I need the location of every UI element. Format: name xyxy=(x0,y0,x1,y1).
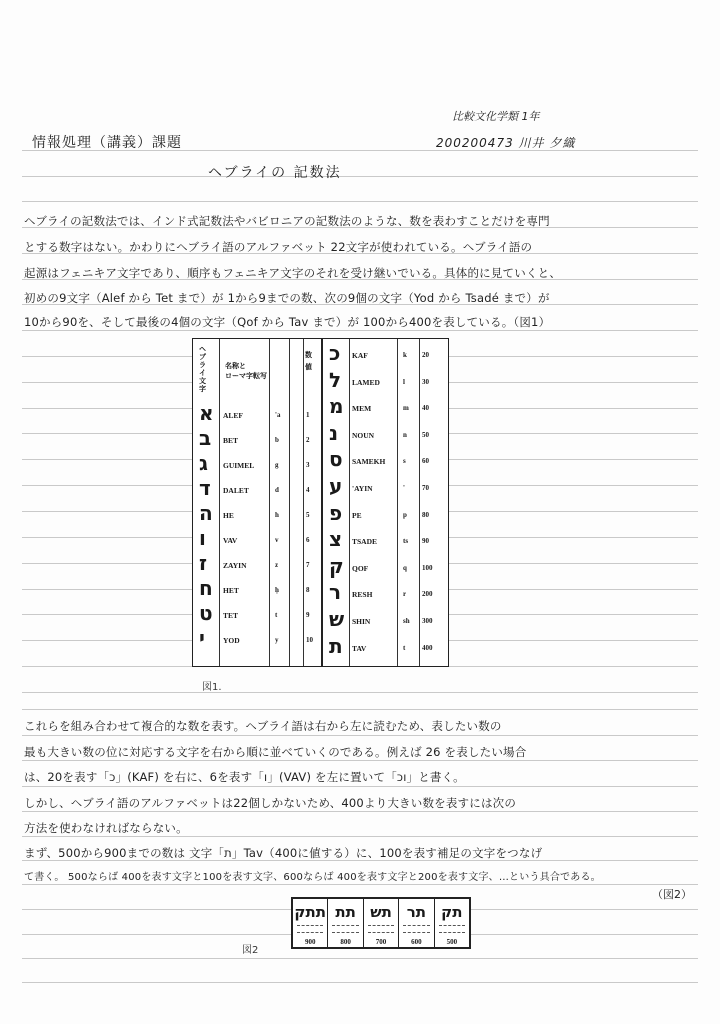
column-divider xyxy=(303,339,304,666)
figure2-cell xyxy=(435,899,469,947)
letter-name: BET xyxy=(223,436,239,445)
letter-value: 2 xyxy=(306,436,310,444)
hebrew-letter: כ xyxy=(329,341,341,365)
ruled-line xyxy=(22,958,698,959)
letter-value: 10 xyxy=(306,636,313,644)
table-left-half xyxy=(193,339,323,666)
column-divider xyxy=(349,339,350,666)
letter-transliteration: 'a xyxy=(275,411,281,419)
letter-name: LAMED xyxy=(352,377,380,387)
letter-transliteration: l xyxy=(403,377,405,386)
letter-transliteration: d xyxy=(275,486,279,494)
ruled-line xyxy=(22,836,698,837)
paragraph1-line: 起源はフェニキア文字であり、順序もフェニキア文字のそれを受け継いでいる。具体的に見ていくと、 xyxy=(24,266,562,280)
letter-transliteration: t xyxy=(403,643,406,652)
column-divider xyxy=(419,339,420,666)
letter-value: 70 xyxy=(422,484,429,492)
letter-value: 20 xyxy=(422,351,429,359)
course-title: 情報処理（講義）課題 xyxy=(32,135,182,151)
hebrew-letter: ג xyxy=(199,451,208,475)
letter-value: 40 xyxy=(422,404,429,413)
hebrew-letter: ד xyxy=(199,476,211,500)
letter-transliteration: ts xyxy=(403,537,409,546)
hebrew-letter: ל xyxy=(329,367,342,392)
hebrew-letter: ז xyxy=(199,551,208,575)
hebrew-letter: ש xyxy=(329,607,345,631)
letter-value: 60 xyxy=(422,457,429,466)
ruled-line xyxy=(22,811,698,812)
letter-name: VAV xyxy=(223,536,238,545)
letter-transliteration: h xyxy=(275,511,279,519)
table-right-half xyxy=(323,339,448,666)
hebrew-letter: י xyxy=(199,626,205,650)
letter-transliteration: p xyxy=(403,510,407,519)
paragraph2-line: は、20を表す「כ」(KAF) を右に、6を表す「ו」(VAV) を左に置いて「וכ」と書く。 xyxy=(24,770,465,784)
letter-value: 300 xyxy=(422,617,433,625)
decorative-strokes xyxy=(297,925,323,933)
paragraph2-line: これらを組み合わせて複合的な数を表す。ヘブライ語は右から左に読むため、表したい数の xyxy=(24,719,502,733)
letter-name: ZAYIN xyxy=(223,561,247,570)
hebrew-numeral: תת xyxy=(335,903,356,921)
hebrew-letter: ק xyxy=(329,553,344,578)
letter-name: QOF xyxy=(352,563,369,573)
letter-transliteration: r xyxy=(403,590,407,599)
paragraph2-line: 方法を使わなければならない。 xyxy=(24,821,188,835)
student-id-name: 200200473 川井 夕織 xyxy=(436,136,576,150)
hebrew-letter: ו xyxy=(199,526,206,550)
hebrew-letter: ס xyxy=(329,447,343,472)
header-hebrew-letter: ヘブライ文字 xyxy=(199,345,206,393)
figure2-reference: （図2） xyxy=(652,888,692,901)
paragraph1-line: ヘブライの記数法では、インド式記数法やバビロニアの記数法のような、数を表わすことだけを専門 xyxy=(24,214,550,228)
letter-transliteration: z xyxy=(275,561,279,569)
ruled-line xyxy=(22,201,698,202)
letter-name: TET xyxy=(223,611,239,620)
letter-transliteration: k xyxy=(403,351,407,359)
figure2-caption: 図2 xyxy=(242,945,259,956)
letter-value: 7 xyxy=(306,561,310,569)
numeral-value: 700 xyxy=(375,938,387,946)
letter-transliteration: y xyxy=(275,636,279,644)
figure2-cell xyxy=(328,899,363,947)
numeral-value: 800 xyxy=(340,938,351,946)
hebrew-letter: ט xyxy=(199,601,213,625)
column-divider xyxy=(269,339,270,666)
hebrew-letter: ע xyxy=(329,474,343,498)
letter-name: 'AYIN xyxy=(352,484,373,493)
paragraph2-line: 最も大きい数の位に対応する文字を右から順に並べていくのである。例えば 26 を表したい場合 xyxy=(24,745,527,759)
letter-transliteration: v xyxy=(275,536,279,544)
letter-transliteration: s xyxy=(403,457,406,466)
letter-name: KAF xyxy=(352,351,368,360)
ruled-line xyxy=(22,735,698,736)
hebrew-numeral: תק xyxy=(441,903,463,921)
paragraph1-line: とする数字はない。かわりにヘブライ語のアルファベット 22文字が使われている。ヘブライ語の xyxy=(24,240,533,254)
letter-name: MEM xyxy=(352,404,372,414)
decorative-strokes xyxy=(368,925,394,933)
hebrew-letter: א xyxy=(199,401,214,425)
ruled-line xyxy=(22,884,698,885)
letter-value: 200 xyxy=(422,590,433,599)
letter-name: YOD xyxy=(223,636,240,645)
letter-name: ALEF xyxy=(223,411,244,420)
figure1-caption: 図1. xyxy=(202,682,222,693)
hebrew-numeral-table xyxy=(192,338,449,667)
header-name-translit: 名称と ローマ字転写 xyxy=(225,362,267,380)
letter-name: SHIN xyxy=(352,617,371,626)
hebrew-letter: צ xyxy=(329,527,343,552)
letter-transliteration: sh xyxy=(403,617,410,625)
letter-transliteration: n xyxy=(403,430,407,439)
figure2-cell xyxy=(364,899,399,947)
header-value: 数値 xyxy=(305,351,312,371)
hebrew-letter: פ xyxy=(329,500,343,525)
letter-transliteration: t xyxy=(275,611,278,619)
letter-value: 4 xyxy=(306,486,310,494)
letter-value: 80 xyxy=(422,510,429,519)
column-divider xyxy=(219,339,220,666)
hebrew-letter: ב xyxy=(199,426,212,450)
hebrew-letter: נ xyxy=(329,420,339,445)
ruled-line xyxy=(22,982,698,983)
letter-transliteration: ḥ xyxy=(275,586,279,594)
figure2-cell xyxy=(399,899,434,947)
page-title: ヘブライの 記数法 xyxy=(208,165,342,181)
letter-value: 30 xyxy=(422,377,429,386)
letter-name: HET xyxy=(223,586,239,595)
paragraph1-line: 初めの9文字（Alef から Tet まで）が 1から9までの数、次の9個の文字（Yod から Tsadé まで）が xyxy=(24,291,550,305)
numeral-value: 500 xyxy=(446,938,458,946)
numeral-value: 600 xyxy=(411,938,422,946)
letter-name: PE xyxy=(352,510,362,520)
letter-transliteration: m xyxy=(403,404,409,413)
hebrew-letter: ח xyxy=(199,576,213,600)
letter-name: TSADE xyxy=(352,537,378,547)
hebrew-large-numbers-figure xyxy=(291,897,471,949)
letter-value: 400 xyxy=(422,643,433,652)
letter-value: 90 xyxy=(422,537,429,546)
letter-transliteration: q xyxy=(403,563,407,572)
column-divider xyxy=(289,339,290,666)
letter-name: HE xyxy=(223,511,234,520)
letter-transliteration: ' xyxy=(403,484,405,492)
ruled-line xyxy=(22,786,698,787)
hebrew-numeral: תר xyxy=(406,903,427,921)
letter-name: RESH xyxy=(352,590,373,600)
paragraph2-line: しかし、ヘブライ語のアルファベットは22個しかないため、400より大きい数を表すには次の xyxy=(24,796,517,810)
letter-value: 5 xyxy=(306,511,310,519)
letter-value: 100 xyxy=(422,563,433,572)
numeral-value: 900 xyxy=(304,938,316,946)
letter-value: 50 xyxy=(422,430,429,439)
column-divider xyxy=(397,339,398,666)
paragraph1-line: 10から90を、そして最後の4個の文字（Qof から Tav まで）が 100から400を表している。（図1） xyxy=(24,315,551,329)
letter-name: TAV xyxy=(352,643,367,653)
hebrew-numeral: תתק xyxy=(294,903,326,921)
hebrew-letter: ר xyxy=(329,580,342,605)
letter-value: 1 xyxy=(306,411,310,419)
ruled-line xyxy=(22,692,698,693)
department-label: 比較文化学類 1年 xyxy=(452,110,540,123)
letter-value: 6 xyxy=(306,536,310,544)
letter-value: 8 xyxy=(306,586,310,594)
letter-name: DALET xyxy=(223,486,249,495)
decorative-strokes xyxy=(403,925,429,933)
letter-name: NOUN xyxy=(352,430,375,440)
paragraph2-line: まず、500から900までの数は 文字「ת」Tav（400に値する）に、100を表す補足の文字をつなげ xyxy=(24,846,543,860)
decorative-strokes xyxy=(332,925,358,933)
ruled-line xyxy=(22,760,698,761)
letter-name: SAMEKH xyxy=(352,457,386,467)
letter-transliteration: b xyxy=(275,436,279,444)
hebrew-letter: מ xyxy=(329,394,344,419)
letter-value: 3 xyxy=(306,461,310,469)
letter-value: 9 xyxy=(306,611,310,619)
ruled-line xyxy=(22,709,698,710)
hebrew-numeral: תש xyxy=(370,903,392,921)
paragraph2-line: て書く。 500ならば 400を表す文字と100を表す文字、600ならば 400を表す文字と200を表す文字、…という具合である。 xyxy=(24,872,601,883)
figure2-cell xyxy=(293,899,328,947)
ruled-line xyxy=(22,330,698,331)
letter-name: GUIMEL xyxy=(223,461,255,470)
hebrew-letter: ה xyxy=(199,501,213,525)
letter-transliteration: g xyxy=(275,461,279,469)
hebrew-letter: ת xyxy=(329,633,343,658)
ruled-line xyxy=(22,176,698,177)
decorative-strokes xyxy=(439,925,465,933)
